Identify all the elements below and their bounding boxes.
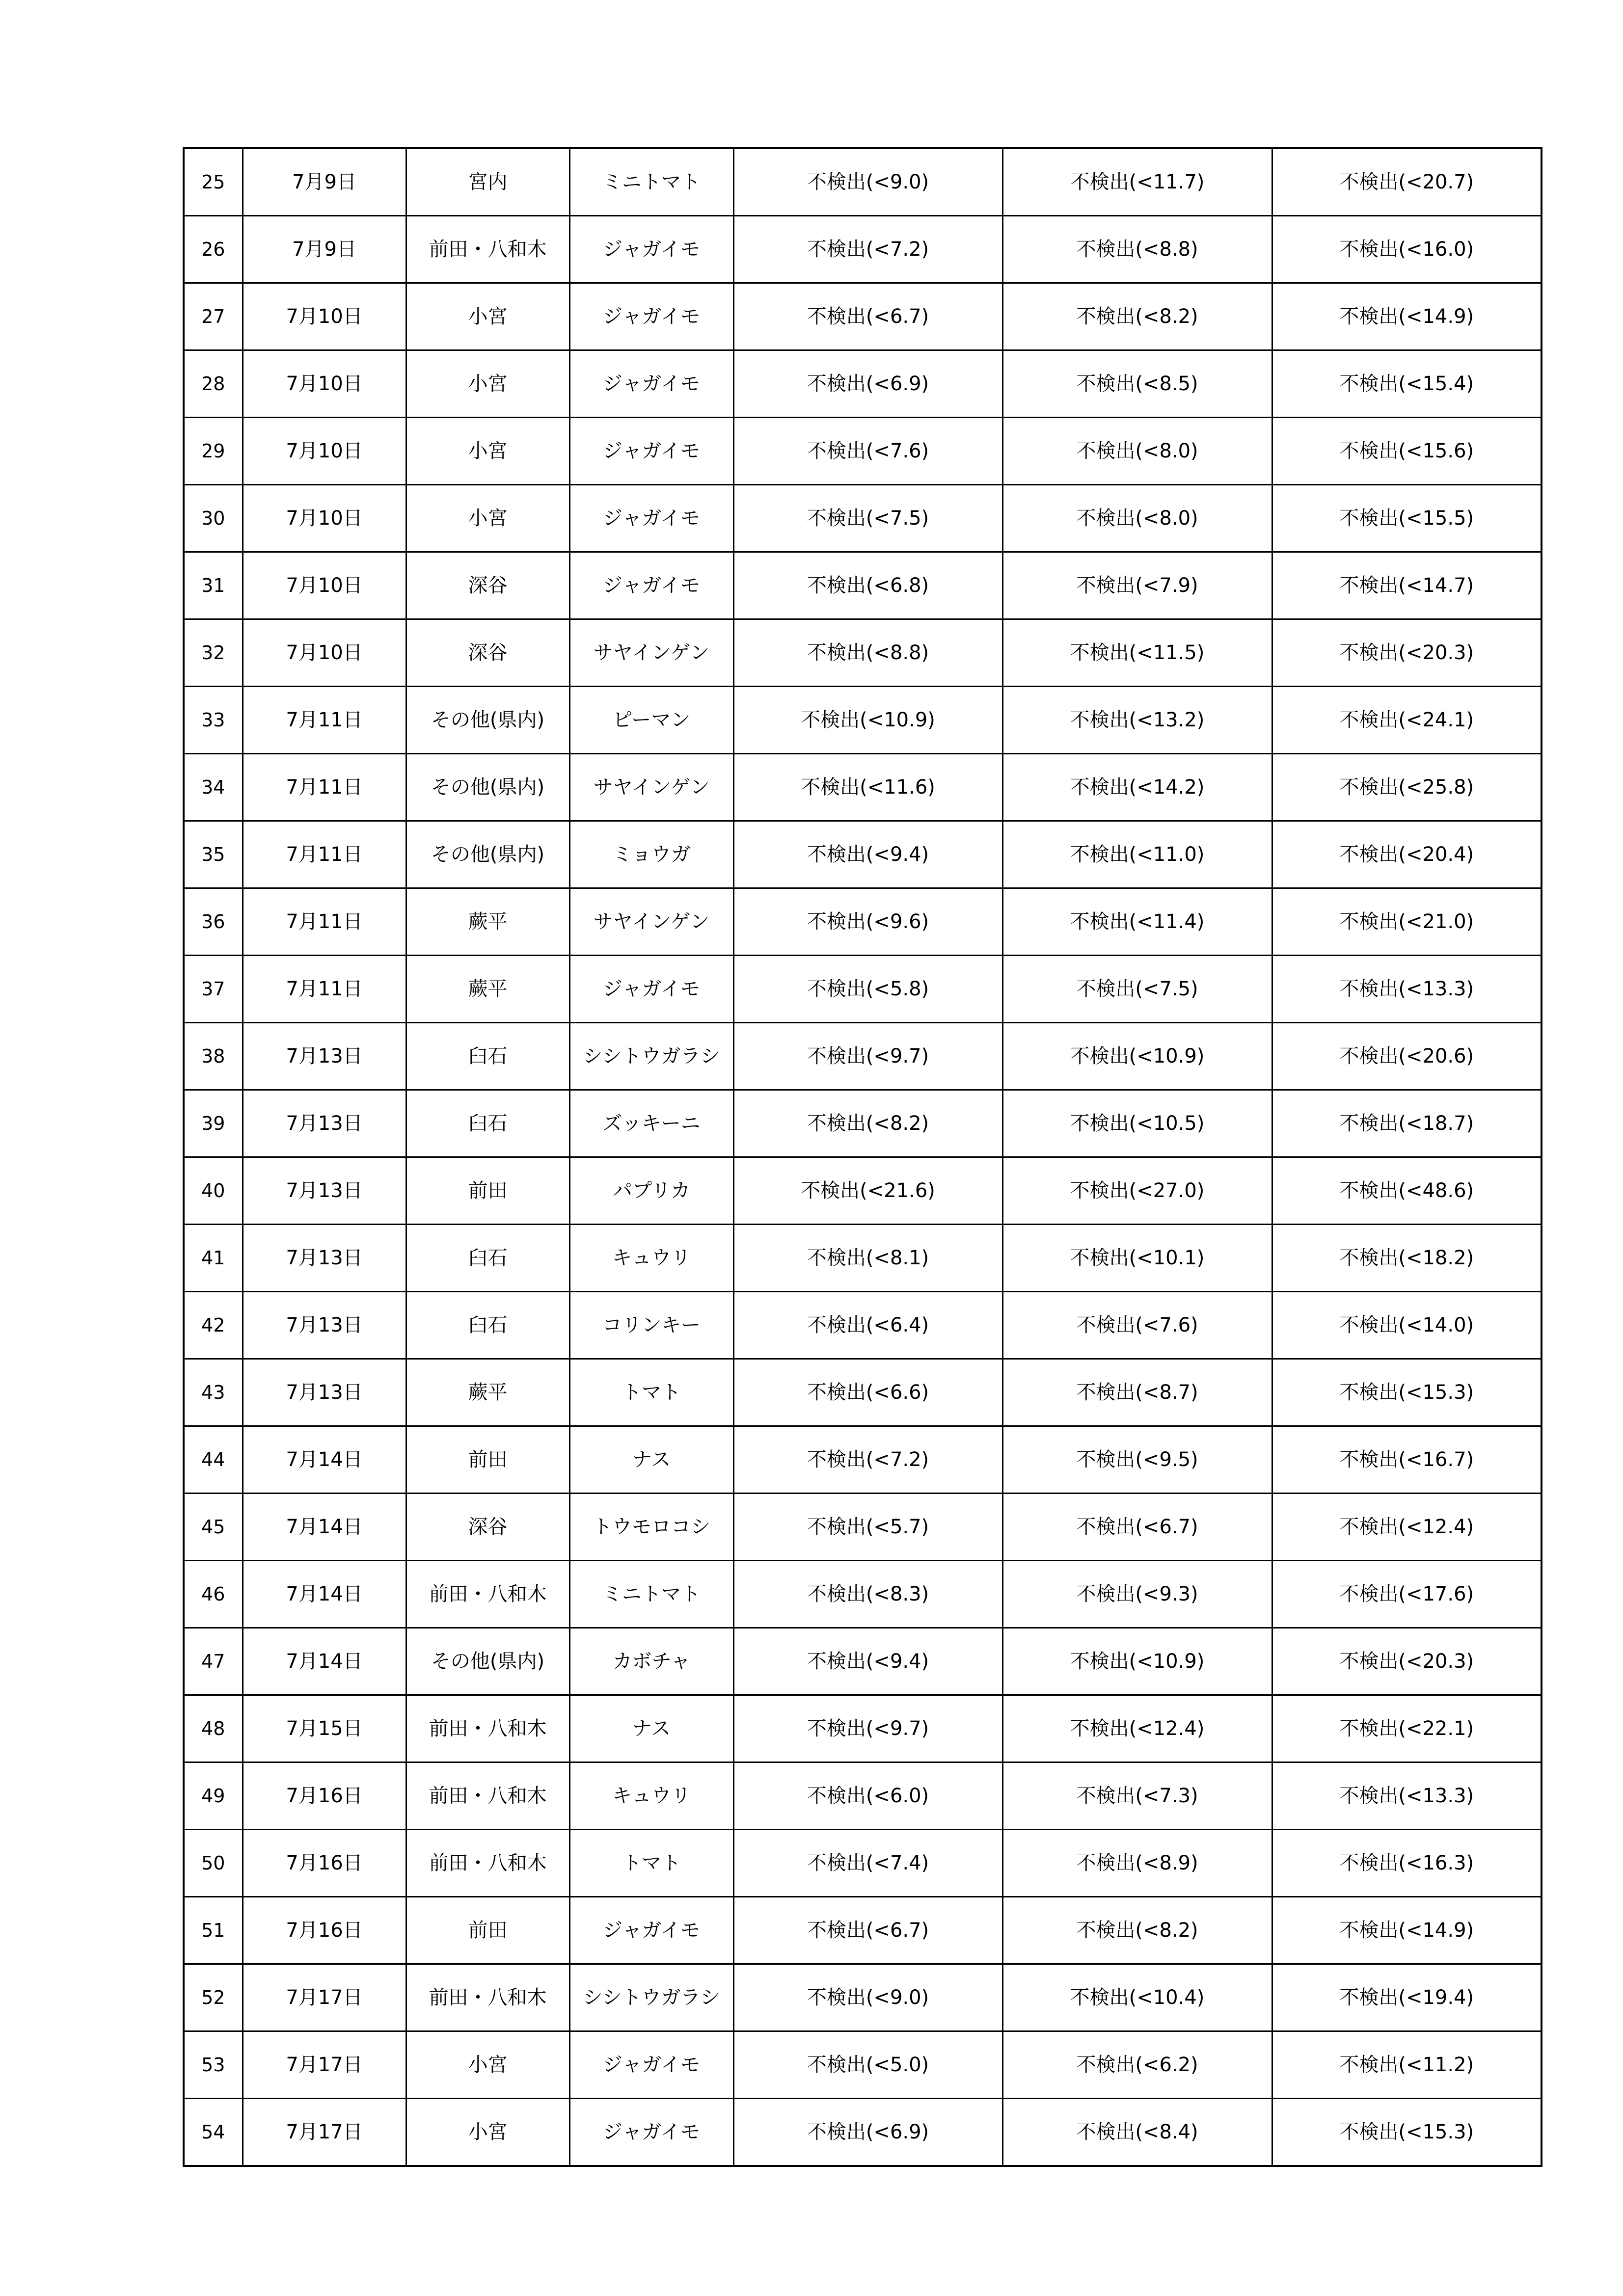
result-1-cell: 不検出(<7.2) — [733, 1426, 1002, 1494]
result-1-cell: 不検出(<9.7) — [733, 1695, 1002, 1762]
result-2-cell: 不検出(<7.3) — [1002, 1762, 1272, 1830]
result-1-cell: 不検出(<6.9) — [733, 350, 1002, 418]
area-cell: 前田・八和木 — [406, 1695, 569, 1762]
item-cell: シシトウガラシ — [569, 1023, 733, 1090]
result-2-cell: 不検出(<11.5) — [1002, 619, 1272, 687]
area-cell: 前田・八和木 — [406, 1964, 569, 2031]
item-cell: ジャガイモ — [569, 283, 733, 350]
row-number-cell: 28 — [184, 350, 243, 418]
date-cell: 7月10日 — [243, 619, 406, 687]
item-cell: ジャガイモ — [569, 2031, 733, 2099]
area-cell: 小宮 — [406, 485, 569, 552]
item-cell: ミニトマト — [569, 1561, 733, 1628]
result-2-cell: 不検出(<6.2) — [1002, 2031, 1272, 2099]
table-row — [184, 1628, 1542, 1695]
date-cell: 7月15日 — [243, 1695, 406, 1762]
result-2-cell: 不検出(<8.0) — [1002, 418, 1272, 485]
row-number-cell: 52 — [184, 1964, 243, 2031]
result-1-cell: 不検出(<9.7) — [733, 1023, 1002, 1090]
row-number-cell: 54 — [184, 2099, 243, 2166]
result-1-cell: 不検出(<9.4) — [733, 821, 1002, 888]
table-row — [184, 1090, 1542, 1157]
item-cell: ジャガイモ — [569, 956, 733, 1023]
result-1-cell: 不検出(<9.0) — [733, 148, 1002, 216]
date-cell: 7月13日 — [243, 1023, 406, 1090]
table-row — [184, 1561, 1542, 1628]
table-row — [184, 1964, 1542, 2031]
table-row — [184, 1292, 1542, 1359]
area-cell: 小宮 — [406, 350, 569, 418]
table-row — [184, 754, 1542, 821]
date-cell: 7月17日 — [243, 1964, 406, 2031]
item-cell: ジャガイモ — [569, 552, 733, 619]
table-row — [184, 1897, 1542, 1964]
row-number-cell: 49 — [184, 1762, 243, 1830]
result-2-cell: 不検出(<8.2) — [1002, 283, 1272, 350]
result-3-cell: 不検出(<25.8) — [1272, 754, 1542, 821]
result-1-cell: 不検出(<6.4) — [733, 1292, 1002, 1359]
row-number-cell: 26 — [184, 216, 243, 283]
item-cell: キュウリ — [569, 1762, 733, 1830]
row-number-cell: 25 — [184, 148, 243, 216]
row-number-cell: 40 — [184, 1157, 243, 1225]
item-cell: パプリカ — [569, 1157, 733, 1225]
table-row — [184, 552, 1542, 619]
date-cell: 7月13日 — [243, 1090, 406, 1157]
result-1-cell: 不検出(<6.8) — [733, 552, 1002, 619]
table-row — [184, 1426, 1542, 1494]
date-cell: 7月14日 — [243, 1426, 406, 1494]
row-number-cell: 46 — [184, 1561, 243, 1628]
result-1-cell: 不検出(<9.4) — [733, 1628, 1002, 1695]
item-cell: カボチャ — [569, 1628, 733, 1695]
result-3-cell: 不検出(<18.7) — [1272, 1090, 1542, 1157]
result-3-cell: 不検出(<15.3) — [1272, 1359, 1542, 1426]
result-3-cell: 不検出(<14.0) — [1272, 1292, 1542, 1359]
row-number-cell: 34 — [184, 754, 243, 821]
area-cell: その他(県内) — [406, 754, 569, 821]
item-cell: ジャガイモ — [569, 418, 733, 485]
item-cell: ジャガイモ — [569, 1897, 733, 1964]
row-number-cell: 41 — [184, 1225, 243, 1292]
area-cell: 蕨平 — [406, 888, 569, 956]
area-cell: 臼石 — [406, 1090, 569, 1157]
date-cell: 7月14日 — [243, 1561, 406, 1628]
area-cell: 臼石 — [406, 1225, 569, 1292]
table-row — [184, 821, 1542, 888]
area-cell: 前田・八和木 — [406, 1762, 569, 1830]
result-3-cell: 不検出(<15.4) — [1272, 350, 1542, 418]
area-cell: 前田 — [406, 1897, 569, 1964]
row-number-cell: 37 — [184, 956, 243, 1023]
item-cell: キュウリ — [569, 1225, 733, 1292]
result-2-cell: 不検出(<11.0) — [1002, 821, 1272, 888]
result-1-cell: 不検出(<5.8) — [733, 956, 1002, 1023]
row-number-cell: 48 — [184, 1695, 243, 1762]
result-3-cell: 不検出(<19.4) — [1272, 1964, 1542, 2031]
table-row — [184, 687, 1542, 754]
result-3-cell: 不検出(<15.6) — [1272, 418, 1542, 485]
row-number-cell: 47 — [184, 1628, 243, 1695]
result-2-cell: 不検出(<10.9) — [1002, 1628, 1272, 1695]
result-2-cell: 不検出(<27.0) — [1002, 1157, 1272, 1225]
table-body — [184, 148, 1542, 2166]
table-row — [184, 283, 1542, 350]
row-number-cell: 33 — [184, 687, 243, 754]
result-1-cell: 不検出(<6.0) — [733, 1762, 1002, 1830]
result-2-cell: 不検出(<7.6) — [1002, 1292, 1272, 1359]
result-2-cell: 不検出(<8.9) — [1002, 1830, 1272, 1897]
date-cell: 7月9日 — [243, 148, 406, 216]
area-cell: その他(県内) — [406, 687, 569, 754]
result-1-cell: 不検出(<11.6) — [733, 754, 1002, 821]
item-cell: ズッキーニ — [569, 1090, 733, 1157]
area-cell: 深谷 — [406, 1494, 569, 1561]
table-row — [184, 1157, 1542, 1225]
result-2-cell: 不検出(<7.5) — [1002, 956, 1272, 1023]
item-cell: トマト — [569, 1359, 733, 1426]
date-cell: 7月11日 — [243, 956, 406, 1023]
item-cell: トウモロコシ — [569, 1494, 733, 1561]
result-1-cell: 不検出(<6.7) — [733, 283, 1002, 350]
result-2-cell: 不検出(<7.9) — [1002, 552, 1272, 619]
result-3-cell: 不検出(<24.1) — [1272, 687, 1542, 754]
table-row — [184, 619, 1542, 687]
area-cell: 小宮 — [406, 2031, 569, 2099]
result-2-cell: 不検出(<12.4) — [1002, 1695, 1272, 1762]
result-2-cell: 不検出(<8.7) — [1002, 1359, 1272, 1426]
result-2-cell: 不検出(<6.7) — [1002, 1494, 1272, 1561]
result-2-cell: 不検出(<10.5) — [1002, 1090, 1272, 1157]
result-3-cell: 不検出(<18.2) — [1272, 1225, 1542, 1292]
area-cell: 小宮 — [406, 283, 569, 350]
area-cell: 小宮 — [406, 2099, 569, 2166]
result-3-cell: 不検出(<16.3) — [1272, 1830, 1542, 1897]
item-cell: ジャガイモ — [569, 2099, 733, 2166]
item-cell: トマト — [569, 1830, 733, 1897]
item-cell: コリンキー — [569, 1292, 733, 1359]
area-cell: 深谷 — [406, 552, 569, 619]
date-cell: 7月11日 — [243, 687, 406, 754]
row-number-cell: 36 — [184, 888, 243, 956]
result-2-cell: 不検出(<8.4) — [1002, 2099, 1272, 2166]
result-3-cell: 不検出(<16.7) — [1272, 1426, 1542, 1494]
row-number-cell: 30 — [184, 485, 243, 552]
item-cell: ミニトマト — [569, 148, 733, 216]
area-cell: 前田・八和木 — [406, 216, 569, 283]
result-1-cell: 不検出(<8.2) — [733, 1090, 1002, 1157]
result-3-cell: 不検出(<20.3) — [1272, 619, 1542, 687]
row-number-cell: 45 — [184, 1494, 243, 1561]
item-cell: ジャガイモ — [569, 485, 733, 552]
result-1-cell: 不検出(<9.6) — [733, 888, 1002, 956]
result-2-cell: 不検出(<9.3) — [1002, 1561, 1272, 1628]
area-cell: 前田 — [406, 1157, 569, 1225]
result-1-cell: 不検出(<5.0) — [733, 2031, 1002, 2099]
result-3-cell: 不検出(<12.4) — [1272, 1494, 1542, 1561]
area-cell: その他(県内) — [406, 821, 569, 888]
item-cell: シシトウガラシ — [569, 1964, 733, 2031]
row-number-cell: 53 — [184, 2031, 243, 2099]
date-cell: 7月11日 — [243, 888, 406, 956]
row-number-cell: 35 — [184, 821, 243, 888]
item-cell: ジャガイモ — [569, 350, 733, 418]
date-cell: 7月9日 — [243, 216, 406, 283]
table-row — [184, 2099, 1542, 2166]
item-cell: ジャガイモ — [569, 216, 733, 283]
row-number-cell: 51 — [184, 1897, 243, 1964]
row-number-cell: 50 — [184, 1830, 243, 1897]
date-cell: 7月10日 — [243, 283, 406, 350]
table-row — [184, 1359, 1542, 1426]
item-cell: ピーマン — [569, 687, 733, 754]
result-1-cell: 不検出(<7.4) — [733, 1830, 1002, 1897]
result-3-cell: 不検出(<17.6) — [1272, 1561, 1542, 1628]
result-3-cell: 不検出(<14.7) — [1272, 552, 1542, 619]
result-3-cell: 不検出(<20.7) — [1272, 148, 1542, 216]
date-cell: 7月10日 — [243, 350, 406, 418]
table-row — [184, 2031, 1542, 2099]
date-cell: 7月11日 — [243, 821, 406, 888]
result-2-cell: 不検出(<8.2) — [1002, 1897, 1272, 1964]
result-3-cell: 不検出(<13.3) — [1272, 956, 1542, 1023]
result-2-cell: 不検出(<13.2) — [1002, 687, 1272, 754]
area-cell: 臼石 — [406, 1023, 569, 1090]
row-number-cell: 38 — [184, 1023, 243, 1090]
date-cell: 7月16日 — [243, 1897, 406, 1964]
result-2-cell: 不検出(<11.7) — [1002, 148, 1272, 216]
table-row — [184, 485, 1542, 552]
result-1-cell: 不検出(<8.8) — [733, 619, 1002, 687]
result-3-cell: 不検出(<15.3) — [1272, 2099, 1542, 2166]
area-cell: 前田・八和木 — [406, 1830, 569, 1897]
table-row — [184, 1023, 1542, 1090]
date-cell: 7月13日 — [243, 1225, 406, 1292]
table-row — [184, 418, 1542, 485]
item-cell: サヤインゲン — [569, 754, 733, 821]
date-cell: 7月13日 — [243, 1359, 406, 1426]
result-1-cell: 不検出(<8.3) — [733, 1561, 1002, 1628]
table-row — [184, 1830, 1542, 1897]
result-3-cell: 不検出(<14.9) — [1272, 1897, 1542, 1964]
item-cell: サヤインゲン — [569, 619, 733, 687]
table-row — [184, 1225, 1542, 1292]
date-cell: 7月14日 — [243, 1628, 406, 1695]
result-1-cell: 不検出(<5.7) — [733, 1494, 1002, 1561]
row-number-cell: 29 — [184, 418, 243, 485]
result-1-cell: 不検出(<6.9) — [733, 2099, 1002, 2166]
area-cell: 前田・八和木 — [406, 1561, 569, 1628]
result-2-cell: 不検出(<14.2) — [1002, 754, 1272, 821]
result-2-cell: 不検出(<10.4) — [1002, 1964, 1272, 2031]
table-row — [184, 1494, 1542, 1561]
item-cell: サヤインゲン — [569, 888, 733, 956]
date-cell: 7月13日 — [243, 1157, 406, 1225]
date-cell: 7月10日 — [243, 552, 406, 619]
area-cell: 蕨平 — [406, 1359, 569, 1426]
item-cell: ナス — [569, 1695, 733, 1762]
date-cell: 7月16日 — [243, 1762, 406, 1830]
result-1-cell: 不検出(<7.2) — [733, 216, 1002, 283]
inspection-results-table — [183, 147, 1542, 2167]
table-row — [184, 1762, 1542, 1830]
row-number-cell: 39 — [184, 1090, 243, 1157]
date-cell: 7月13日 — [243, 1292, 406, 1359]
result-3-cell: 不検出(<22.1) — [1272, 1695, 1542, 1762]
table-row — [184, 216, 1542, 283]
result-2-cell: 不検出(<8.0) — [1002, 485, 1272, 552]
date-cell: 7月10日 — [243, 485, 406, 552]
row-number-cell: 43 — [184, 1359, 243, 1426]
row-number-cell: 32 — [184, 619, 243, 687]
area-cell: 深谷 — [406, 619, 569, 687]
result-3-cell: 不検出(<14.9) — [1272, 283, 1542, 350]
result-3-cell: 不検出(<20.6) — [1272, 1023, 1542, 1090]
date-cell: 7月11日 — [243, 754, 406, 821]
area-cell: 宮内 — [406, 148, 569, 216]
result-1-cell: 不検出(<6.7) — [733, 1897, 1002, 1964]
result-1-cell: 不検出(<21.6) — [733, 1157, 1002, 1225]
result-2-cell: 不検出(<10.9) — [1002, 1023, 1272, 1090]
result-1-cell: 不検出(<7.6) — [733, 418, 1002, 485]
row-number-cell: 42 — [184, 1292, 243, 1359]
result-3-cell: 不検出(<21.0) — [1272, 888, 1542, 956]
item-cell: ナス — [569, 1426, 733, 1494]
date-cell: 7月10日 — [243, 418, 406, 485]
result-2-cell: 不検出(<9.5) — [1002, 1426, 1272, 1494]
date-cell: 7月16日 — [243, 1830, 406, 1897]
result-3-cell: 不検出(<20.3) — [1272, 1628, 1542, 1695]
table-row — [184, 148, 1542, 216]
result-1-cell: 不検出(<9.0) — [733, 1964, 1002, 2031]
table-row — [184, 1695, 1542, 1762]
area-cell: 前田 — [406, 1426, 569, 1494]
result-3-cell: 不検出(<13.3) — [1272, 1762, 1542, 1830]
result-2-cell: 不検出(<11.4) — [1002, 888, 1272, 956]
row-number-cell: 44 — [184, 1426, 243, 1494]
item-cell: ミョウガ — [569, 821, 733, 888]
result-1-cell: 不検出(<8.1) — [733, 1225, 1002, 1292]
date-cell: 7月17日 — [243, 2099, 406, 2166]
area-cell: 小宮 — [406, 418, 569, 485]
row-number-cell: 31 — [184, 552, 243, 619]
result-3-cell: 不検出(<16.0) — [1272, 216, 1542, 283]
result-1-cell: 不検出(<10.9) — [733, 687, 1002, 754]
area-cell: その他(県内) — [406, 1628, 569, 1695]
table-row — [184, 350, 1542, 418]
row-number-cell: 27 — [184, 283, 243, 350]
table-row — [184, 956, 1542, 1023]
date-cell: 7月17日 — [243, 2031, 406, 2099]
result-3-cell: 不検出(<48.6) — [1272, 1157, 1542, 1225]
result-3-cell: 不検出(<15.5) — [1272, 485, 1542, 552]
area-cell: 臼石 — [406, 1292, 569, 1359]
result-3-cell: 不検出(<20.4) — [1272, 821, 1542, 888]
result-3-cell: 不検出(<11.2) — [1272, 2031, 1542, 2099]
result-2-cell: 不検出(<10.1) — [1002, 1225, 1272, 1292]
result-2-cell: 不検出(<8.8) — [1002, 216, 1272, 283]
date-cell: 7月14日 — [243, 1494, 406, 1561]
table-row — [184, 888, 1542, 956]
area-cell: 蕨平 — [406, 956, 569, 1023]
result-1-cell: 不検出(<6.6) — [733, 1359, 1002, 1426]
result-2-cell: 不検出(<8.5) — [1002, 350, 1272, 418]
result-1-cell: 不検出(<7.5) — [733, 485, 1002, 552]
